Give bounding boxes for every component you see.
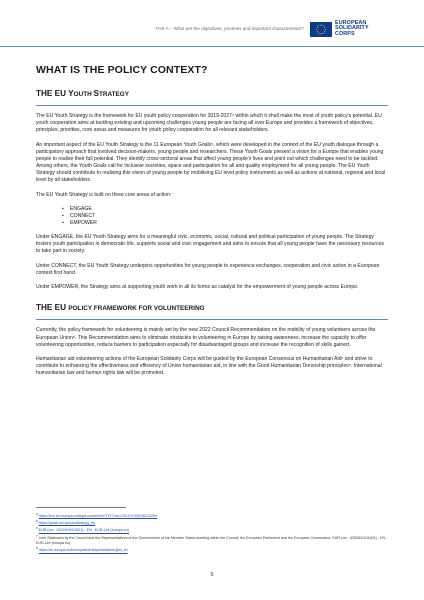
footnote-7 [36,534,388,547]
page-number: 5 [210,572,214,578]
logo-line-3: CORPS [335,30,355,37]
paragraph: Under ENGAGE, the EU Youth Strategy aims for a meaningful civic, economic, social, cultural and political participation of young people. The Strategy fosters youth participation in democratic life, supports social and civic engagement and aims to ensure that all young people have the necessary resources to take part in society. [36,234,384,255]
footnote-number: 8 [36,546,38,551]
heading-part: OUTH [73,91,94,98]
eu-flag-icon [310,22,332,37]
section-rule [36,319,388,320]
paragraph: The EU Youth Strategy is built on three core areas of action: [36,191,172,198]
header-divider [0,46,424,47]
page-header [0,18,424,42]
paragraph: Humanitarian aid volunteering actions of the European Solidarity Corps will be guided by the European Consensus on Humanitarian Aid⁷ and strive to contribute to enhancing the effectiveness and efficiency of Union humanitarian aid, in line with the Good Humanitarian Donorship principles⁸. International humanitarian law and human rights law will be promoted. [36,356,382,377]
main-content [36,58,388,385]
paragraph: Currently, the policy framework for volunteering is mainly set by the new 2022 Council Recommendation on the mobility of young volunteers across the European Union⁶. This Recommendation aims to eliminate obstacles to volunteering in Europe by raising awareness, increase the capacity to offer volunteering opportunities, reduce barriers to participation especially for disadvantaged groups and increase the recognition of skills gained. [36,327,376,348]
footnote-5[interactable] [36,519,388,526]
footnote-text: Joint Statement by the Council and the Representatives of the Governments of the Member States meeting within the Council, the European Parliament and the European Commission, EUR-Lex - 42008X0130(01) - EN - EUR-Lex (europa.eu) [36,535,388,546]
footnote-number: 7 [36,533,38,538]
section-rule [36,105,388,106]
heading-part: Y [68,89,74,98]
footnote-8[interactable] [36,546,388,553]
page-title: WHAT IS THE POLICY CONTEXT? [36,64,208,76]
logo-line-2: SOLIDARITY [335,25,369,32]
core-areas-list [62,206,388,227]
heading-part: TRATEGY [98,91,130,98]
paragraph: Under CONNECT, the EU Youth Strategy underpins opportunities for young people to experience exchanges, cooperation and civic action in a European context first hand. [36,262,380,276]
paragraph: The EU Youth Strategy is the framework for EU youth policy cooperation for 2019-2027⁴ within which it shall make the most of youth policy's potential. EU youth cooperation aims at tackling existing and upcoming challenges young people are facing all over Europe and provides a framework of objectives, principles, priorities, core areas and measures for youth policy cooperation for all relevant stakeholders. [36,113,382,134]
logo-line-1: EUROPEAN [335,19,367,26]
footnote-link[interactable]: https://eur-lex.europa.eu/legal-content/en/TXT/?uri=CELEX:52018DC0269 [38,513,158,518]
heading-part: THE EU [36,303,69,313]
running-title: Part A – What are the objectives, priorities and important characteristics? [156,26,304,31]
section-heading-youth-strategy [36,89,388,98]
footnote-number: 5 [36,518,38,523]
paragraph: An important aspect of the EU Youth Strategy is the 11 European Youth Goals⁵, which were developed in the context of the EU youth dialogue through a participatory approach that involved decision-makers, young people and researchers. These Youth Goals present a vision for a Europe that enables young people to realise their full potential. They identify cross-sectoral areas that affect young people's lives and point out which challenges need to be tackled. Among others, the Youth Goals call for inclusive societies, space and participation for all and quality employment for all young people. The EU Youth Strategy should contribute to realising this vision of young people by mobilising EU level policy instruments as well as actions at national, regional and local level by all stakeholders. [36,141,386,184]
section-heading-volunteering [36,303,388,312]
heading-part: S [93,89,99,98]
footnote-link[interactable]: https://youth.europa.eu/strategy_en [38,521,96,526]
eu-stars-icon [310,22,332,37]
footnote-number: 6 [36,526,38,531]
list-item: ▪ ENGAGE [62,206,388,213]
logo-wordmark [335,21,369,38]
footnotes [36,507,388,554]
footnote-number: 4 [36,511,38,516]
heading-part: POLICY FRAMEWORK FOR VOLUNTEERING [68,305,205,313]
section-volunteering [36,303,388,377]
european-solidarity-corps-logo [310,18,400,40]
footnote-4[interactable] [36,512,388,519]
footnote-rule [36,507,126,508]
footnote-link[interactable]: https://ec.europa.eu/echo/partnerships/relations/ghd_en [38,548,128,553]
heading-part: THE EU [36,89,69,98]
footnote-link[interactable]: EUR-Lex - 32022H0413(01) - EN - EUR-Lex (europa.eu) [38,528,129,533]
list-item: ▪ CONNECT [62,213,388,220]
paragraph: Under EMPOWER, the Strategy aims at supporting youth work in all its forms as catalyst for the empowerment of young people across Europe. [36,284,359,291]
footnote-6[interactable] [36,526,388,533]
list-item: ▪ EMPOWER [62,220,388,227]
